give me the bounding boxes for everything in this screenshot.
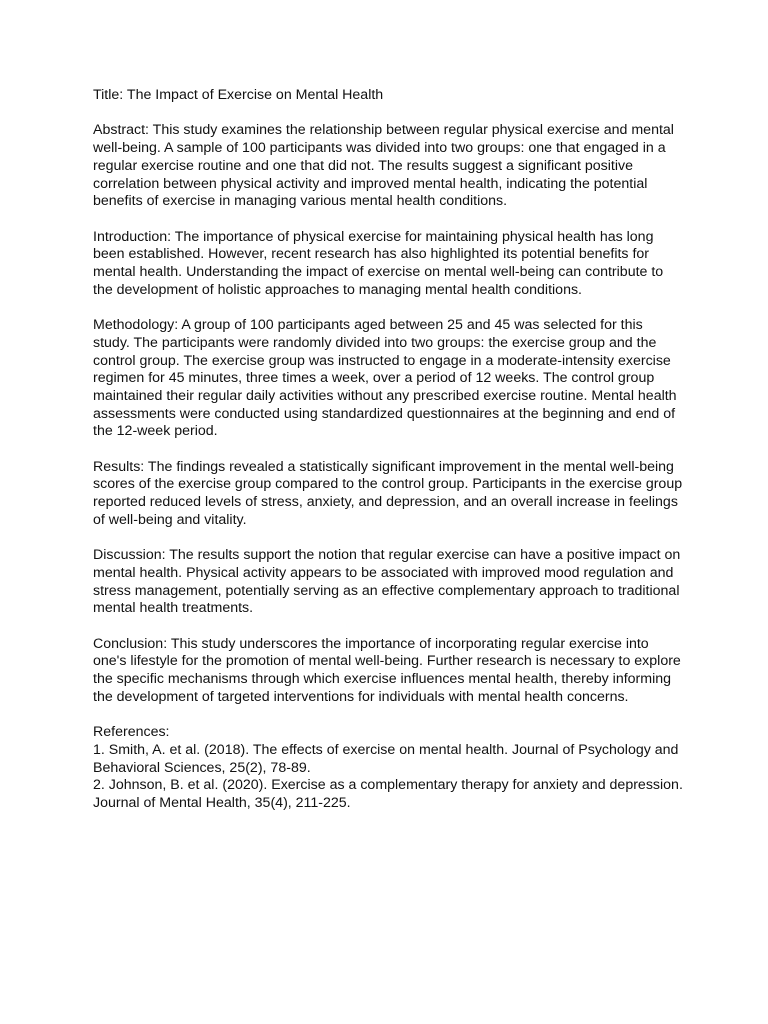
reference-item: 1. Smith, A. et al. (2018). The effects of exercise on mental health. Journal of Psychology and Behavioral Sciences, 25(2), 78-89. (93, 741, 679, 776)
document-body (93, 87, 683, 813)
abstract-paragraph: Abstract: This study examines the relationship between regular physical exercise and mental well-being. A sample of 100 participants was divided into two groups: one that engaged in a regular exercise routine and one that did not. The results suggest a significant positive correlation between physical activity and improved mental health, indicating the potential benefits of exercise in managing various mental health conditions. (93, 122, 674, 210)
results-paragraph: Results: The findings revealed a statistically significant improvement in the mental well-being scores of the exercise group compared to the control group. Participants in the exercise group reported reduced levels of stress, anxiety, and depression, and an overall increase in feelings of well-being and vitality. (93, 458, 683, 528)
reference-item: 2. Johnson, B. et al. (2020). Exercise as a complementary therapy for anxiety and depression. Journal of Mental Health, 35(4), 211-225. (93, 777, 683, 812)
methodology-paragraph: Methodology: A group of 100 participants aged between 25 and 45 was selected for this study. The participants were randomly divided into two groups: the exercise group and the control group. The exercise group was instructed to engage in a moderate-intensity exercise regimen for 45 minutes, three times a week, over a period of 12 weeks. The control group maintained their regular daily activities without any prescribed exercise routine. Mental health assessments were conducted using standardized questionnaires at the beginning and end of the 12-week period. (93, 317, 677, 440)
references-heading: References: (93, 724, 170, 741)
references-section (93, 724, 683, 813)
discussion-paragraph: Discussion: The results support the notion that regular exercise can have a positive impact on mental health. Physical activity appears to be associated with improved mood regulation and stress management, potentially serving as an effective complementary approach to traditional mental health treatments. (93, 547, 681, 617)
document-title: Title: The Impact of Exercise on Mental Health (93, 87, 384, 103)
introduction-paragraph: Introduction: The importance of physical exercise for maintaining physical health has long been established. However, recent research has also highlighted its potential benefits for mental health. Understanding the impact of exercise on mental well-being can contribute to the development of holistic approaches to managing mental health conditions. (93, 228, 664, 298)
conclusion-paragraph: Conclusion: This study underscores the importance of incorporating regular exercise into one's lifestyle for the promotion of mental well-being. Further research is necessary to explore the specific mechanisms through which exercise influences mental health, thereby informing the development of targeted interventions for individuals with mental health concerns. (93, 635, 681, 705)
